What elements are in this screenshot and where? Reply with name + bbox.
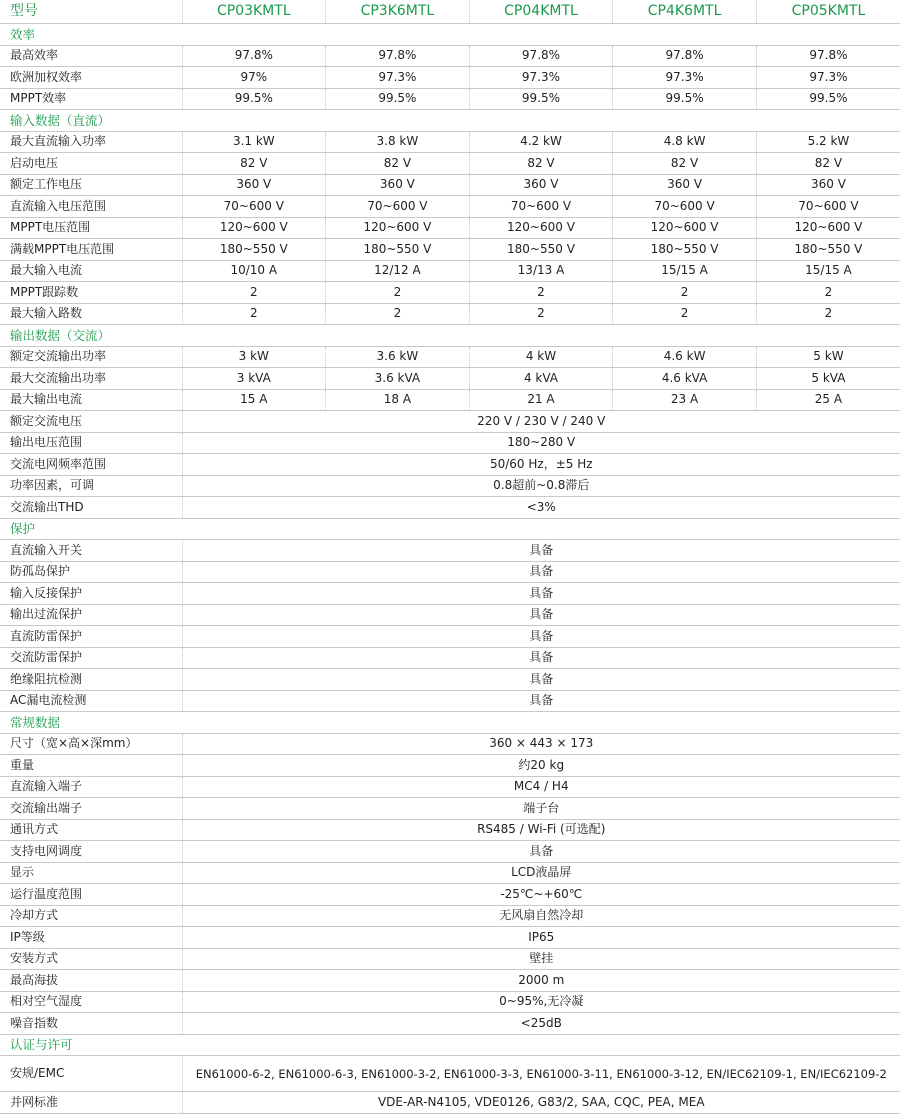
cell-value: 约20 kg xyxy=(182,755,900,777)
table-row xyxy=(0,217,900,239)
section-input xyxy=(0,110,900,132)
table-row xyxy=(0,346,900,368)
row-label: 运行温度范围 xyxy=(0,884,182,906)
cell-value: 具备 xyxy=(182,583,900,605)
cell-value: 15/15 A xyxy=(613,260,757,282)
section-title: 认证与许可 xyxy=(0,1034,900,1056)
row-label: 通讯方式 xyxy=(0,819,182,841)
table-row xyxy=(0,196,900,218)
table-row xyxy=(0,239,900,261)
row-label: IP等级 xyxy=(0,927,182,949)
cell-value: 120~600 V xyxy=(613,217,757,239)
table-row xyxy=(0,561,900,583)
cell-value: 360 V xyxy=(469,174,613,196)
cell-value: 4.6 kW xyxy=(613,346,757,368)
row-label: MPPT跟踪数 xyxy=(0,282,182,304)
cell-value: 3 kVA xyxy=(182,368,326,390)
cell-value: 0.8超前~0.8滞后 xyxy=(182,475,900,497)
cell-value: 70~600 V xyxy=(613,196,757,218)
table-row xyxy=(0,131,900,153)
cell-value: 2 xyxy=(756,303,900,325)
row-label: 输入反接保护 xyxy=(0,583,182,605)
table-row xyxy=(0,475,900,497)
table-row xyxy=(0,411,900,433)
row-label: 输出电压范围 xyxy=(0,432,182,454)
cell-value: 15 A xyxy=(182,389,326,411)
cell-value: 15/15 A xyxy=(756,260,900,282)
cell-value: 2 xyxy=(469,303,613,325)
cell-value: RS485 / Wi-Fi (可选配) xyxy=(182,819,900,841)
section-title: 输出数据（交流） xyxy=(0,325,900,347)
cell-value: 3 kW xyxy=(182,346,326,368)
table-row xyxy=(0,88,900,110)
cell-value: 25 A xyxy=(756,389,900,411)
table-row xyxy=(0,45,900,67)
row-label: 最大输出电流 xyxy=(0,389,182,411)
cell-value: 5 kW xyxy=(756,346,900,368)
cell-value: 5.2 kW xyxy=(756,131,900,153)
table-row xyxy=(0,1092,900,1114)
row-label: 最大输入电流 xyxy=(0,260,182,282)
row-label: 尺寸（宽×高×深mm） xyxy=(0,733,182,755)
cell-value: 2 xyxy=(613,282,757,304)
cell-value: 具备 xyxy=(182,690,900,712)
model-name: CP03KMTL xyxy=(182,0,326,24)
table-row xyxy=(0,841,900,863)
cell-value: 具备 xyxy=(182,841,900,863)
table-row xyxy=(0,776,900,798)
table-row xyxy=(0,604,900,626)
cell-value: -25℃~+60℃ xyxy=(182,884,900,906)
cell-value: 具备 xyxy=(182,647,900,669)
cell-value: 360 × 443 × 173 xyxy=(182,733,900,755)
cell-value: 4.8 kW xyxy=(613,131,757,153)
cell-value: 82 V xyxy=(182,153,326,175)
cell-value: 4.2 kW xyxy=(469,131,613,153)
cell-value: 2 xyxy=(182,282,326,304)
cell-value: 4.6 kVA xyxy=(613,368,757,390)
table-row xyxy=(0,583,900,605)
cell-value: 50/60 Hz，±5 Hz xyxy=(182,454,900,476)
table-row xyxy=(0,733,900,755)
cell-value: 具备 xyxy=(182,561,900,583)
row-label: 防孤岛保护 xyxy=(0,561,182,583)
cell-value: 97.3% xyxy=(613,67,757,89)
cell-value: 3.6 kW xyxy=(326,346,470,368)
cell-value: 3.8 kW xyxy=(326,131,470,153)
row-label: 额定交流电压 xyxy=(0,411,182,433)
cell-value: 97.3% xyxy=(469,67,613,89)
cell-value: 70~600 V xyxy=(756,196,900,218)
section-protection xyxy=(0,518,900,540)
table-row xyxy=(0,368,900,390)
table-row xyxy=(0,1013,900,1035)
section-general xyxy=(0,712,900,734)
row-label: 功率因素，可调 xyxy=(0,475,182,497)
row-label: 交流输出端子 xyxy=(0,798,182,820)
section-title: 保护 xyxy=(0,518,900,540)
row-label: 噪音指数 xyxy=(0,1013,182,1035)
table-row xyxy=(0,819,900,841)
cell-value: 220 V / 230 V / 240 V xyxy=(182,411,900,433)
cell-value: 97.8% xyxy=(613,45,757,67)
table-row xyxy=(0,389,900,411)
row-label: 显示 xyxy=(0,862,182,884)
table-row xyxy=(0,884,900,906)
cell-value: 99.5% xyxy=(469,88,613,110)
row-label: 最高效率 xyxy=(0,45,182,67)
table-row xyxy=(0,991,900,1013)
table-row xyxy=(0,1056,900,1092)
row-label: 相对空气湿度 xyxy=(0,991,182,1013)
cell-value: 360 V xyxy=(182,174,326,196)
row-label: AC漏电流检测 xyxy=(0,690,182,712)
cell-value: 23 A xyxy=(613,389,757,411)
row-label: 绝缘阻抗检测 xyxy=(0,669,182,691)
cell-value: 具备 xyxy=(182,604,900,626)
cell-value: 壁挂 xyxy=(182,948,900,970)
table-row xyxy=(0,174,900,196)
section-title: 效率 xyxy=(0,24,900,46)
row-label: 并网标准 xyxy=(0,1092,182,1114)
cell-value: MC4 / H4 xyxy=(182,776,900,798)
table-row xyxy=(0,432,900,454)
table-row xyxy=(0,862,900,884)
table-row xyxy=(0,927,900,949)
cell-value: 97.8% xyxy=(326,45,470,67)
cell-value: 无风扇自然冷却 xyxy=(182,905,900,927)
cell-value: 180~550 V xyxy=(756,239,900,261)
cell-value: 99.5% xyxy=(756,88,900,110)
row-label: 冷却方式 xyxy=(0,905,182,927)
table-row xyxy=(0,540,900,562)
row-label: 安规/EMC xyxy=(0,1056,182,1092)
row-label: 直流输入端子 xyxy=(0,776,182,798)
cell-value: 97.8% xyxy=(182,45,326,67)
row-label: MPPT效率 xyxy=(0,88,182,110)
table-row xyxy=(0,303,900,325)
row-label: 交流输出THD xyxy=(0,497,182,519)
cell-value: 180~550 V xyxy=(326,239,470,261)
cell-value: 360 V xyxy=(326,174,470,196)
cell-value: 99.5% xyxy=(326,88,470,110)
cell-value: 3.6 kVA xyxy=(326,368,470,390)
row-label: MPPT电压范围 xyxy=(0,217,182,239)
table-row xyxy=(0,669,900,691)
table-row xyxy=(0,153,900,175)
cell-value: 2 xyxy=(182,303,326,325)
cell-value: 4 kVA xyxy=(469,368,613,390)
cell-value: 120~600 V xyxy=(326,217,470,239)
section-title: 输入数据（直流） xyxy=(0,110,900,132)
cell-value: 5 kVA xyxy=(756,368,900,390)
cell-value: 2 xyxy=(613,303,757,325)
cell-value: 180~550 V xyxy=(469,239,613,261)
row-label: 启动电压 xyxy=(0,153,182,175)
section-output xyxy=(0,325,900,347)
row-label: 最大直流输入功率 xyxy=(0,131,182,153)
row-label: 交流电网频率范围 xyxy=(0,454,182,476)
cell-value: 97.3% xyxy=(756,67,900,89)
table-row xyxy=(0,905,900,927)
cell-value: 70~600 V xyxy=(469,196,613,218)
table-row xyxy=(0,282,900,304)
cell-value: 端子台 xyxy=(182,798,900,820)
row-label: 满载MPPT电压范围 xyxy=(0,239,182,261)
cell-value: 180~280 V xyxy=(182,432,900,454)
cell-value: 120~600 V xyxy=(756,217,900,239)
cell-value: 97.8% xyxy=(469,45,613,67)
cell-value: 82 V xyxy=(756,153,900,175)
row-label: 最高海拔 xyxy=(0,970,182,992)
cell-value: 82 V xyxy=(613,153,757,175)
cell-value: 97.3% xyxy=(326,67,470,89)
table-row xyxy=(0,647,900,669)
cell-value: 99.5% xyxy=(613,88,757,110)
table-row xyxy=(0,755,900,777)
table-row xyxy=(0,948,900,970)
cell-value: <25dB xyxy=(182,1013,900,1035)
table-row xyxy=(0,798,900,820)
cell-value: 具备 xyxy=(182,669,900,691)
cell-value: 2 xyxy=(469,282,613,304)
cell-value: 97.8% xyxy=(756,45,900,67)
cell-value: 97% xyxy=(182,67,326,89)
row-label: 额定交流输出功率 xyxy=(0,346,182,368)
cell-value: 3.1 kW xyxy=(182,131,326,153)
cell-value: 82 V xyxy=(326,153,470,175)
cell-value: IP65 xyxy=(182,927,900,949)
section-certification xyxy=(0,1034,900,1056)
cell-value: 120~600 V xyxy=(469,217,613,239)
table-row xyxy=(0,690,900,712)
cell-value: 70~600 V xyxy=(326,196,470,218)
row-label: 最大交流输出功率 xyxy=(0,368,182,390)
cell-value: EN61000-6-2, EN61000-6-3, EN61000-3-2, EN61000-3-3, EN61000-3-11, EN61000-3-12, EN/IEC62109-1, EN/IEC62109-2 xyxy=(182,1056,900,1092)
row-label: 直流防雷保护 xyxy=(0,626,182,648)
model-name: CP3K6MTL xyxy=(326,0,470,24)
cell-value: 82 V xyxy=(469,153,613,175)
cell-value: 180~550 V xyxy=(613,239,757,261)
cell-value: 180~550 V xyxy=(182,239,326,261)
cell-value: 2 xyxy=(326,303,470,325)
row-label: 直流输入电压范围 xyxy=(0,196,182,218)
row-label: 欧洲加权效率 xyxy=(0,67,182,89)
row-label: 最大输入路数 xyxy=(0,303,182,325)
cell-value: 360 V xyxy=(756,174,900,196)
row-label: 交流防雷保护 xyxy=(0,647,182,669)
cell-value: 4 kW xyxy=(469,346,613,368)
table-row xyxy=(0,454,900,476)
model-label: 型号 xyxy=(0,0,182,24)
table-row xyxy=(0,626,900,648)
row-label: 重量 xyxy=(0,755,182,777)
cell-value: 10/10 A xyxy=(182,260,326,282)
cell-value: 70~600 V xyxy=(182,196,326,218)
cell-value: <3% xyxy=(182,497,900,519)
cell-value: 99.5% xyxy=(182,88,326,110)
cell-value: 12/12 A xyxy=(326,260,470,282)
cell-value: 120~600 V xyxy=(182,217,326,239)
row-label: 额定工作电压 xyxy=(0,174,182,196)
cell-value: LCD液晶屏 xyxy=(182,862,900,884)
row-label: 直流输入开关 xyxy=(0,540,182,562)
section-title: 常规数据 xyxy=(0,712,900,734)
cell-value: 具备 xyxy=(182,626,900,648)
table-row xyxy=(0,970,900,992)
cell-value: 2 xyxy=(756,282,900,304)
model-name: CP4K6MTL xyxy=(613,0,757,24)
model-name: CP05KMTL xyxy=(756,0,900,24)
row-label: 安装方式 xyxy=(0,948,182,970)
cell-value: VDE-AR-N4105, VDE0126, G83/2, SAA, CQC, PEA, MEA xyxy=(182,1092,900,1114)
cell-value: 18 A xyxy=(326,389,470,411)
table-row xyxy=(0,67,900,89)
cell-value: 21 A xyxy=(469,389,613,411)
table-row xyxy=(0,260,900,282)
table-row xyxy=(0,497,900,519)
cell-value: 0~95%,无冷凝 xyxy=(182,991,900,1013)
row-label: 支持电网调度 xyxy=(0,841,182,863)
table-header-row xyxy=(0,0,900,24)
cell-value: 13/13 A xyxy=(469,260,613,282)
section-efficiency xyxy=(0,24,900,46)
cell-value: 具备 xyxy=(182,540,900,562)
cell-value: 2000 m xyxy=(182,970,900,992)
cell-value: 2 xyxy=(326,282,470,304)
model-name: CP04KMTL xyxy=(469,0,613,24)
row-label: 输出过流保护 xyxy=(0,604,182,626)
cell-value: 360 V xyxy=(613,174,757,196)
